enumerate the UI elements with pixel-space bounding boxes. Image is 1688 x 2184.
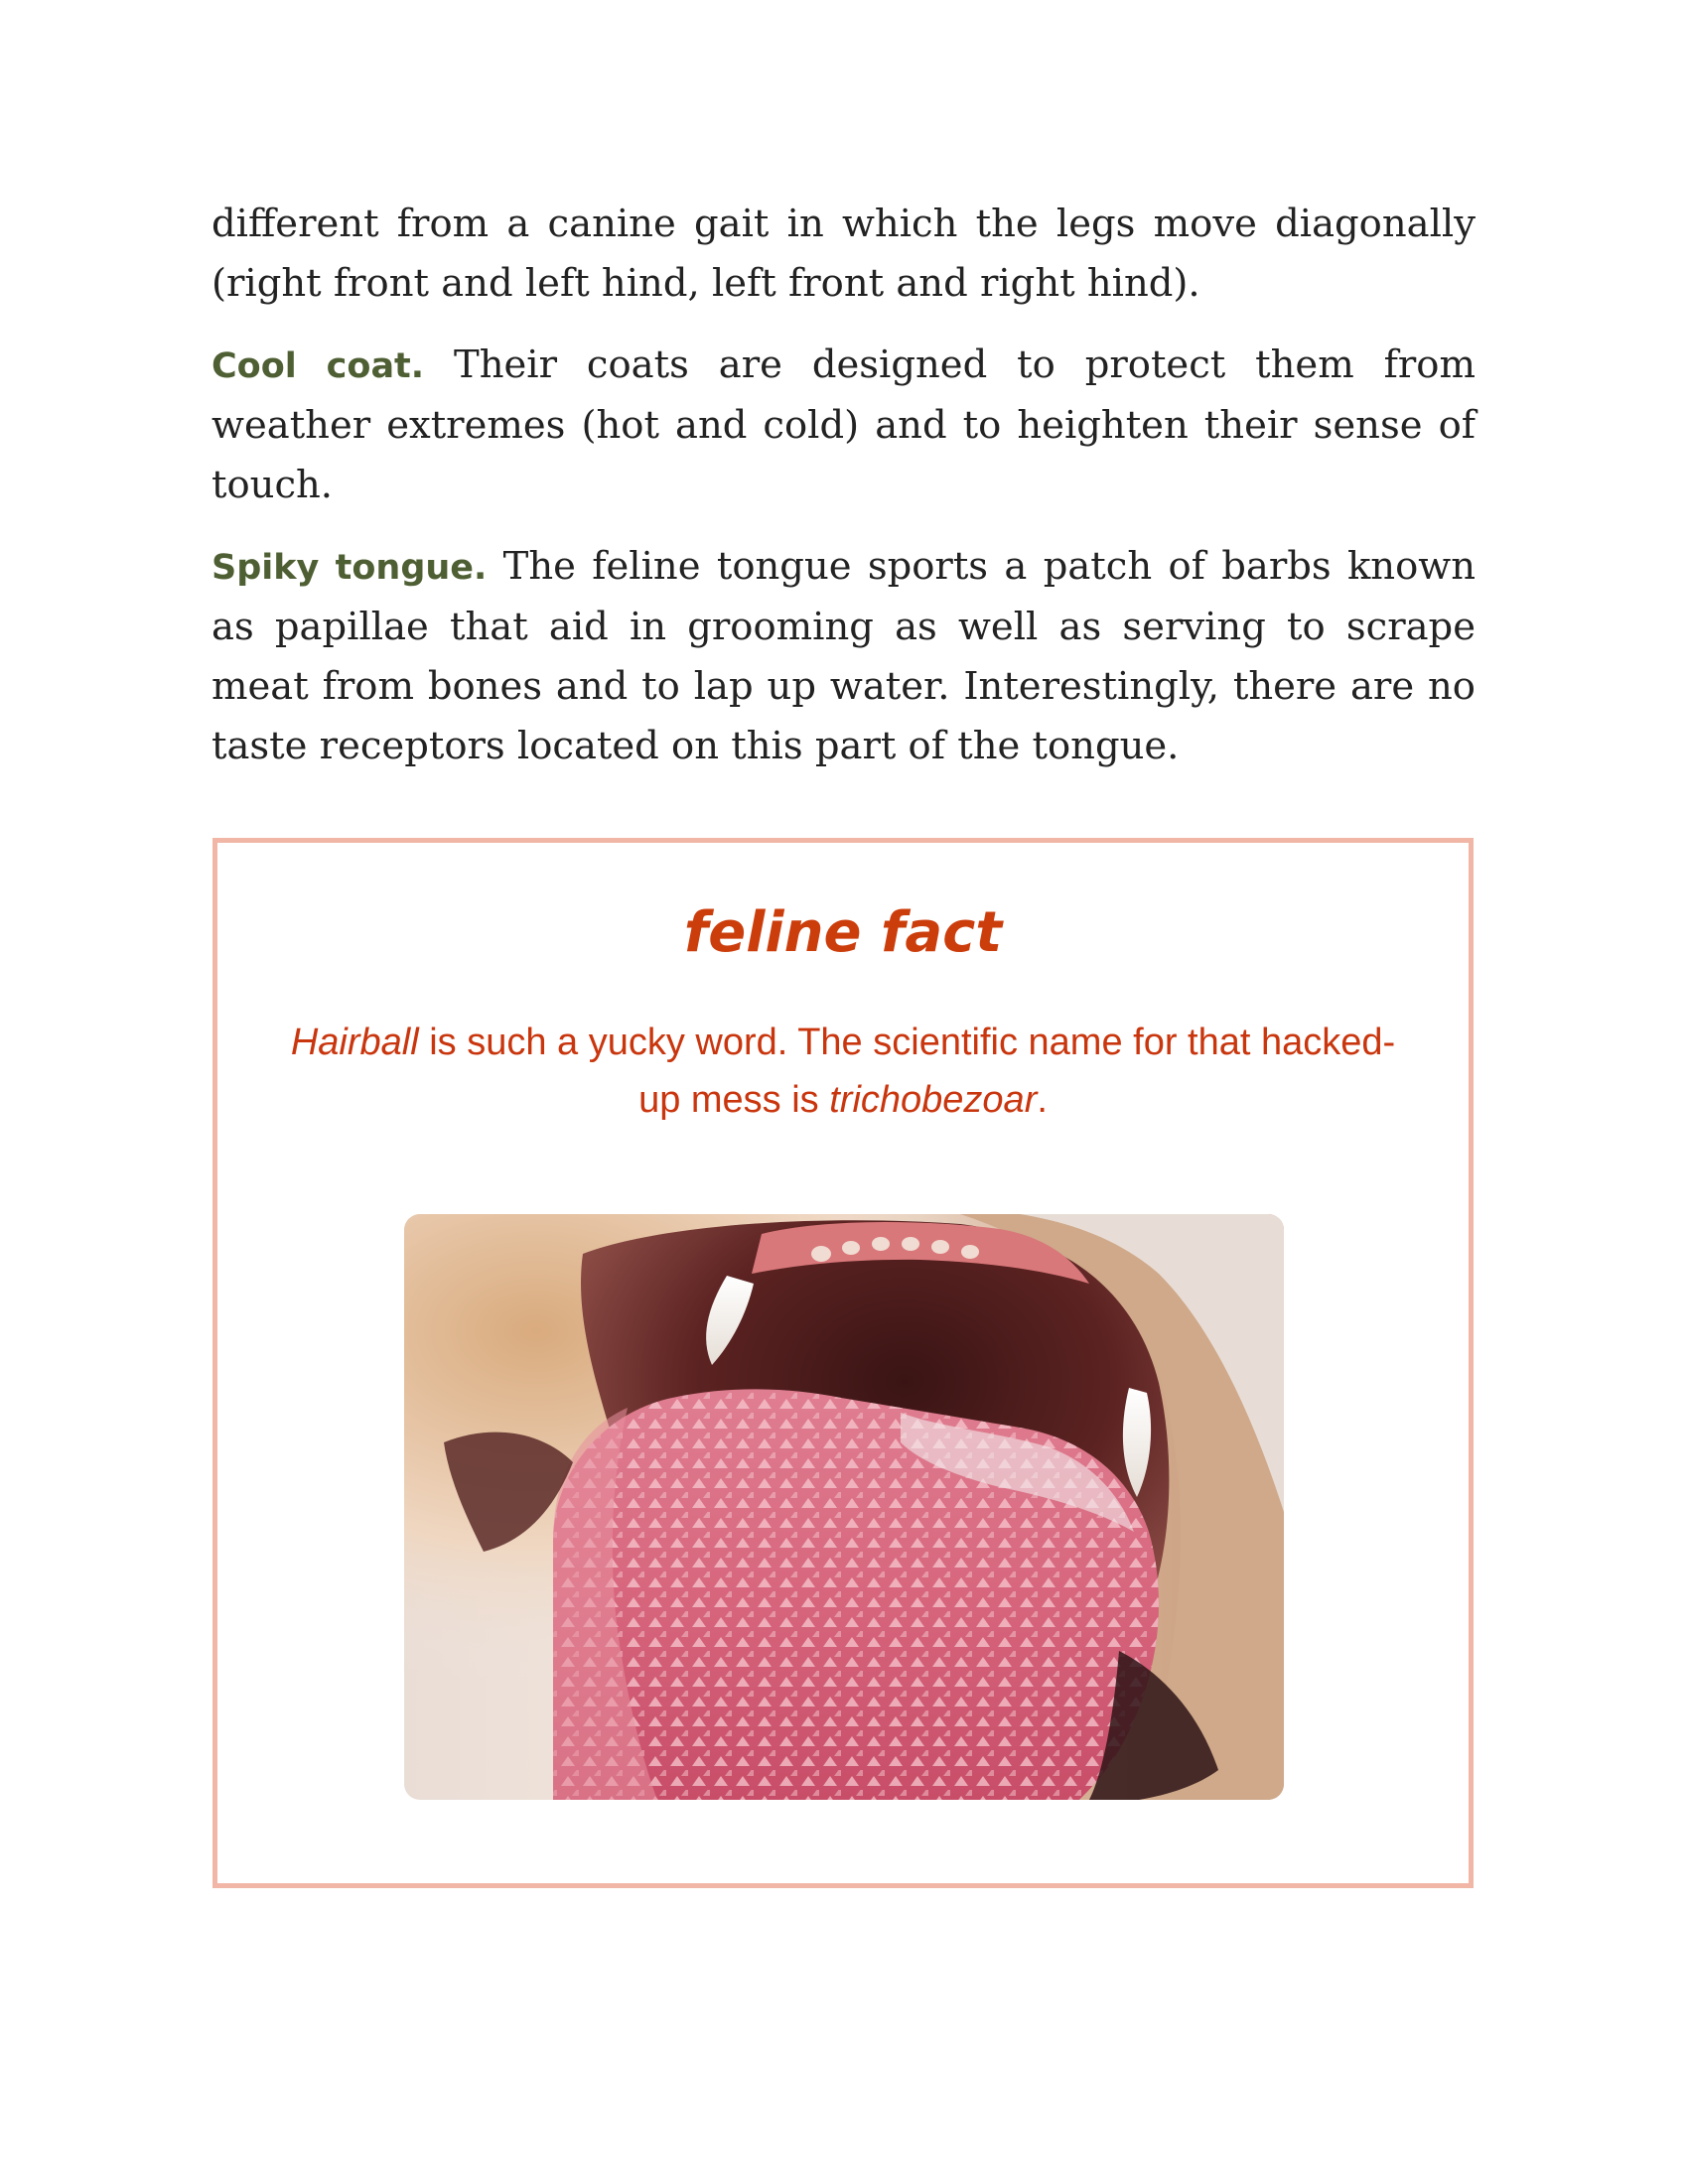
cool-coat-heading: Cool coat.: [211, 346, 425, 386]
body-text: [211, 195, 1476, 798]
hairball-term: Hairball: [290, 1022, 419, 1063]
spiky-tongue-text: The feline tongue sports a patch of barbs known as papillae that aid in grooming as well as serving to scrape meat from bones and to lap up water. Interestingly, there are no taste receptors located on this part of the tongue.: [211, 544, 1477, 768]
feline-fact-text: [277, 1014, 1409, 1129]
paragraph-spiky-tongue: [211, 537, 1476, 776]
feline-fact-box: [212, 838, 1474, 1888]
spiky-tongue-heading: Spiky tongue.: [211, 548, 488, 588]
paragraph-gait: [211, 195, 1476, 314]
paragraph-gait-text: different from a canine gait in which the legs move diagonally (right front and left hind, left front and right hind).: [211, 202, 1476, 306]
trichobezoar-term: trichobezoar: [829, 1079, 1038, 1121]
cool-coat-text: Their coats are designed to protect them from weather extremes (hot and cold) and to heighten their sense of touch.: [211, 342, 1476, 507]
cat-tongue-photo: [404, 1214, 1284, 1800]
fact-text-part1: is such a yucky word. The scientific name for that hacked-up mess is: [418, 1022, 1396, 1121]
feline-fact-title: feline fact: [683, 900, 1003, 965]
fact-text-part2: .: [1037, 1079, 1048, 1121]
paragraph-cool-coat: [211, 336, 1476, 515]
